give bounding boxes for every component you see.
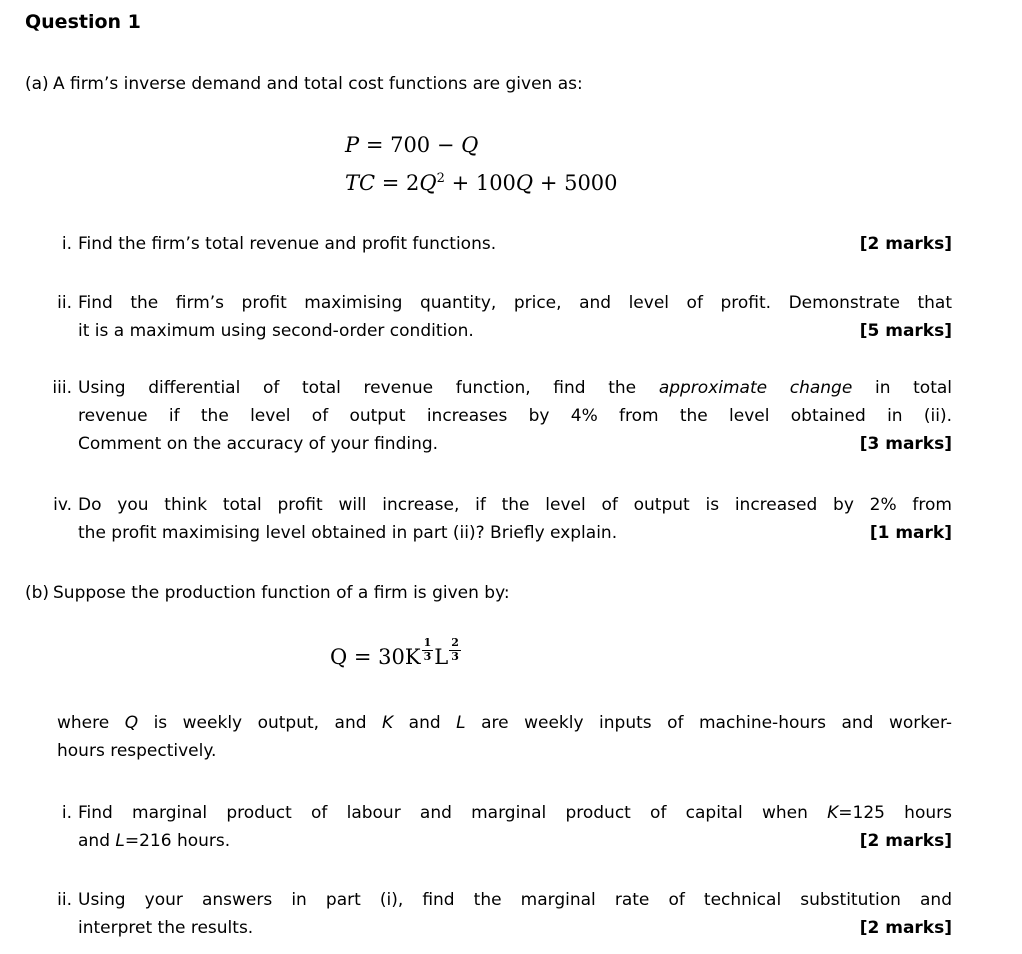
item-a-iii [25, 374, 952, 458]
math-operator: = 2 [375, 171, 420, 195]
item-text-segment: Using differential of total revenue function, find the [78, 378, 659, 398]
item-text-line: interpret the results. [78, 918, 254, 938]
math-var-q: Q [419, 171, 437, 195]
item-text-segment: Find marginal product of labour and marginal product of capital when [78, 803, 828, 823]
exponent-fraction-l [449, 637, 461, 662]
item-b-i [25, 799, 952, 855]
math-var-q: Q [124, 713, 139, 733]
equation-inverse-demand [345, 128, 952, 162]
item-text-line: revenue if the level of output increases by 4% from the level obtained in (ii). [78, 406, 952, 426]
fraction-numerator: 1 [423, 636, 432, 649]
math-var-l: L [115, 831, 125, 851]
item-text-line [78, 799, 952, 827]
item-text: Find the firm’s total revenue and profit functions. [78, 234, 497, 254]
math-var-q: Q [461, 133, 479, 157]
math-operator: = 30 [347, 645, 405, 669]
math-var-k: K [404, 645, 421, 669]
math-operator: + 5000 [533, 171, 618, 195]
item-b-ii [25, 886, 952, 942]
fraction-numerator: 2 [451, 636, 459, 649]
item-number: ii. [57, 293, 72, 313]
item-a-iv [25, 491, 952, 547]
equation-total-cost [345, 162, 952, 200]
math-var-k: K [827, 803, 839, 823]
item-body [78, 886, 952, 942]
item-text-line [78, 827, 952, 855]
item-text-segment: and [78, 831, 116, 851]
item-a-i [25, 230, 952, 258]
item-text-line: Using your answers in part (i), find the marginal rate of technical substitution and [78, 890, 952, 910]
part-a-intro-text: A firm’s inverse demand and total cost functions are given as: [53, 74, 583, 94]
question-title: Question 1 [25, 11, 141, 33]
math-var-q: Q [330, 645, 348, 669]
math-exponent: 2 [436, 171, 445, 186]
item-text-line: it is a maximum using second-order condition. [78, 321, 474, 341]
item-text-line: Do you think total profit will increase, if the level of output is increased by 2% from [78, 495, 952, 515]
text-segment: and [393, 713, 457, 733]
marks-badge: [5 marks] [859, 321, 952, 341]
exponent-fraction-k [422, 637, 434, 662]
math-var-k: K [382, 713, 394, 733]
item-number: i. [61, 234, 72, 254]
marks-badge: [2 marks] [859, 831, 952, 851]
item-number: ii. [57, 890, 72, 910]
part-a-label: (a) [25, 74, 49, 94]
item-body [78, 230, 952, 258]
item-a-ii [25, 289, 952, 345]
item-text-segment: =125 hours [838, 803, 952, 823]
part-b-description [57, 709, 952, 765]
part-a-intro [25, 70, 952, 98]
description-line: hours respectively. [57, 741, 217, 761]
item-text-line: Find the firm’s profit maximising quantity, price, and level of profit. Demonstrate that [78, 293, 952, 313]
text-segment: are weekly inputs of machine-hours and worker- [465, 713, 952, 733]
math-var-p: P [345, 133, 360, 157]
math-var-tc: TC [345, 171, 376, 195]
math-operator: = 700 − [359, 133, 462, 157]
item-number: iii. [52, 378, 72, 398]
part-b-intro [25, 579, 952, 607]
math-var-q: Q [515, 171, 534, 195]
equation-production-function [330, 637, 952, 677]
marks-badge: [1 mark] [869, 523, 952, 543]
item-body [78, 374, 952, 458]
equation-block-a [345, 128, 952, 200]
item-body [78, 289, 952, 345]
item-text-line: Comment on the accuracy of your finding. [78, 434, 439, 454]
description-line [57, 709, 952, 737]
item-body [78, 799, 952, 855]
item-text-segment: in total [852, 378, 952, 398]
item-text-emphasis: approximate change [658, 378, 853, 398]
item-text-segment: =216 hours. [124, 831, 231, 851]
text-segment: is weekly output, and [138, 713, 383, 733]
math-var-l: L [434, 645, 449, 669]
math-operator: + 100 [444, 171, 516, 195]
item-text-line: the profit maximising level obtained in part (ii)? Briefly explain. [78, 523, 618, 543]
math-var-l: L [456, 713, 466, 733]
part-b-label: (b) [25, 583, 50, 603]
text-segment: where [57, 713, 125, 733]
marks-badge: [2 marks] [859, 234, 952, 254]
marks-badge: [2 marks] [859, 918, 952, 938]
marks-badge: [3 marks] [859, 434, 952, 454]
part-b-intro-text: Suppose the production function of a firm is given by: [53, 583, 510, 603]
fraction-denominator: 3 [423, 650, 432, 663]
item-text-line [78, 374, 952, 402]
item-number: i. [61, 803, 72, 823]
item-number: iv. [53, 495, 72, 515]
fraction-denominator: 3 [451, 650, 459, 663]
item-body [78, 491, 952, 547]
